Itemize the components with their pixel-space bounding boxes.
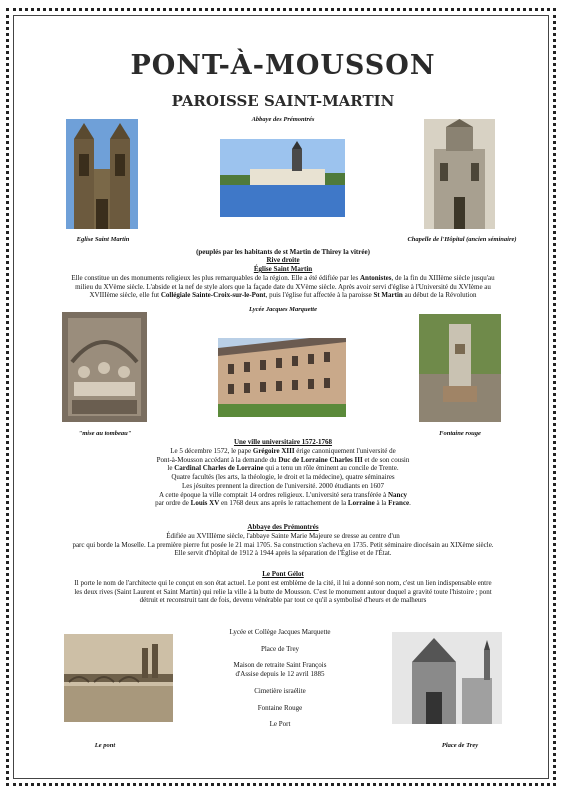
chapel-image <box>424 119 495 229</box>
sculpture-image <box>62 312 147 422</box>
caption-place: Place de Trey <box>441 742 479 749</box>
heading-pont-gelot: Le Pont Gélot <box>262 570 304 578</box>
paragraph-eglise: Elle constitue un des monuments religieux les plus remarquables de la région. Elle a été édifiée par les Antonistes, de la fin du XIIIème siècle jusqu'au milieu du XVème siècle. L'abside et la nef de style alors que la façade date du XVème siècle. Après avoir servi d'église à l'Université du XVIème au XVIIIème siècle, elle fut Collégiale Sainte-Croix-sur-le-Pont, puis l'église fut affectée à la paroisse St Martin au début de la Révolution <box>71 274 495 300</box>
list-item: Maison de retraite Saint François <box>233 661 327 670</box>
page-title: PONT-À-MOUSSON <box>130 50 436 81</box>
place-image <box>392 632 502 724</box>
photo-eglise-saint-martin <box>66 119 138 229</box>
abbey-image <box>220 139 345 217</box>
fountain-image <box>419 314 501 422</box>
caption-eglise: Eglise Saint Martin <box>76 236 130 243</box>
list-item: Le Port <box>269 720 291 729</box>
bridge-image <box>64 634 173 722</box>
page-subtitle: PAROISSE SAINT-MARTIN <box>171 92 395 110</box>
caption-pont: Le pont <box>94 742 116 749</box>
photo-abbaye-premontres <box>220 139 345 217</box>
paragraph-abbaye: Édifiée au XVIIIème siècle, l'abbaye Sainte Marie Majeure se dresse au centre d'un parc qui borde la Moselle. La première pierre fut posée le 21 mai 1705. Sa construction s'acheva en 1735. Petit séminaire diocésain au XIXème siècle. Elle servit d'hôpital de 1912 à 1944 après la séparation de l'Église et de l'État. <box>72 532 494 558</box>
caption-lycee: Lycée Jacques Marquette <box>249 306 317 313</box>
photo-place-de-trey <box>392 632 502 724</box>
list-item: Place de Trey <box>260 644 300 653</box>
peuples-note: (peuplés par les habitants de st Martin de Thirey la vitrée) <box>196 248 370 256</box>
heading-universite: Une ville universitaire 1572-1768 <box>233 438 333 446</box>
list-item: Fontaine Rouge <box>257 703 303 712</box>
caption-chapelle: Chapelle de l'Hôpital (ancien séminaire) <box>407 236 517 243</box>
list-item: Cimetière israélite <box>254 686 306 695</box>
list-item: d'Assise depuis le 12 avril 1885 <box>235 670 325 679</box>
heading-abbaye: Abbaye des Prémontrés <box>247 523 319 531</box>
photo-le-pont <box>64 634 173 722</box>
places-list <box>205 628 355 729</box>
heading-eglise-saint-martin: Église Saint Martin <box>253 265 313 273</box>
list-item: Lycée et Collège Jacques Marquette <box>229 628 331 636</box>
heading-rive-droite: Rive droite <box>266 256 300 264</box>
caption-abbaye-top: Abbaye des Prémontrés <box>251 116 315 123</box>
paragraph-pont-gelot: Il porte le nom de l'architecte qui le conçut en son état actuel. Le pont est emblème de la cité, il lui a donné son nom, c'est un lien indispensable entre les deux rives (Saint Laurent et Saint Martin) qui relie la ville à la butte de Mousson. C'est le monument autour duquel a gravité toute l'histoire ; pont détruit et reconstruit tant de fois, devenu vénérable par tout ce qu'il a symbolisé d'heurs et de malheurs <box>74 579 492 605</box>
church-image <box>66 119 138 229</box>
caption-tombeau: "mise au tombeau" <box>78 430 132 437</box>
photo-lycee-jacques-marquette <box>218 338 346 417</box>
lycee-image <box>218 338 346 417</box>
caption-fontaine: Fontaine rouge <box>439 430 481 437</box>
photo-chapelle-hopital <box>424 119 495 229</box>
photo-fontaine-rouge <box>419 314 501 422</box>
photo-mise-au-tombeau <box>62 312 147 422</box>
paragraph-universite: Le 5 décembre 1572, le pape Grégoire XIII érige canoniquement l'université de Pont-à-Mousson accédant à la demande du Duc de Lorraine Charles III et de son cousin le Cardinal Charles de Lorraine qui a tenu un rôle éminent au concile de Trente. Quatre facultés (les arts, la théologie, le droit et la médecine), quatre séminaires Les jésuites prennent la direction de l'université. 2000 étudiants en 1607 A cette époque la ville comptait 14 ordres religieux. L'université sera transférée à Nancy par ordre de Louis XV en 1768 deux ans après le rattachement de la Lorraine à la France. <box>155 447 411 508</box>
